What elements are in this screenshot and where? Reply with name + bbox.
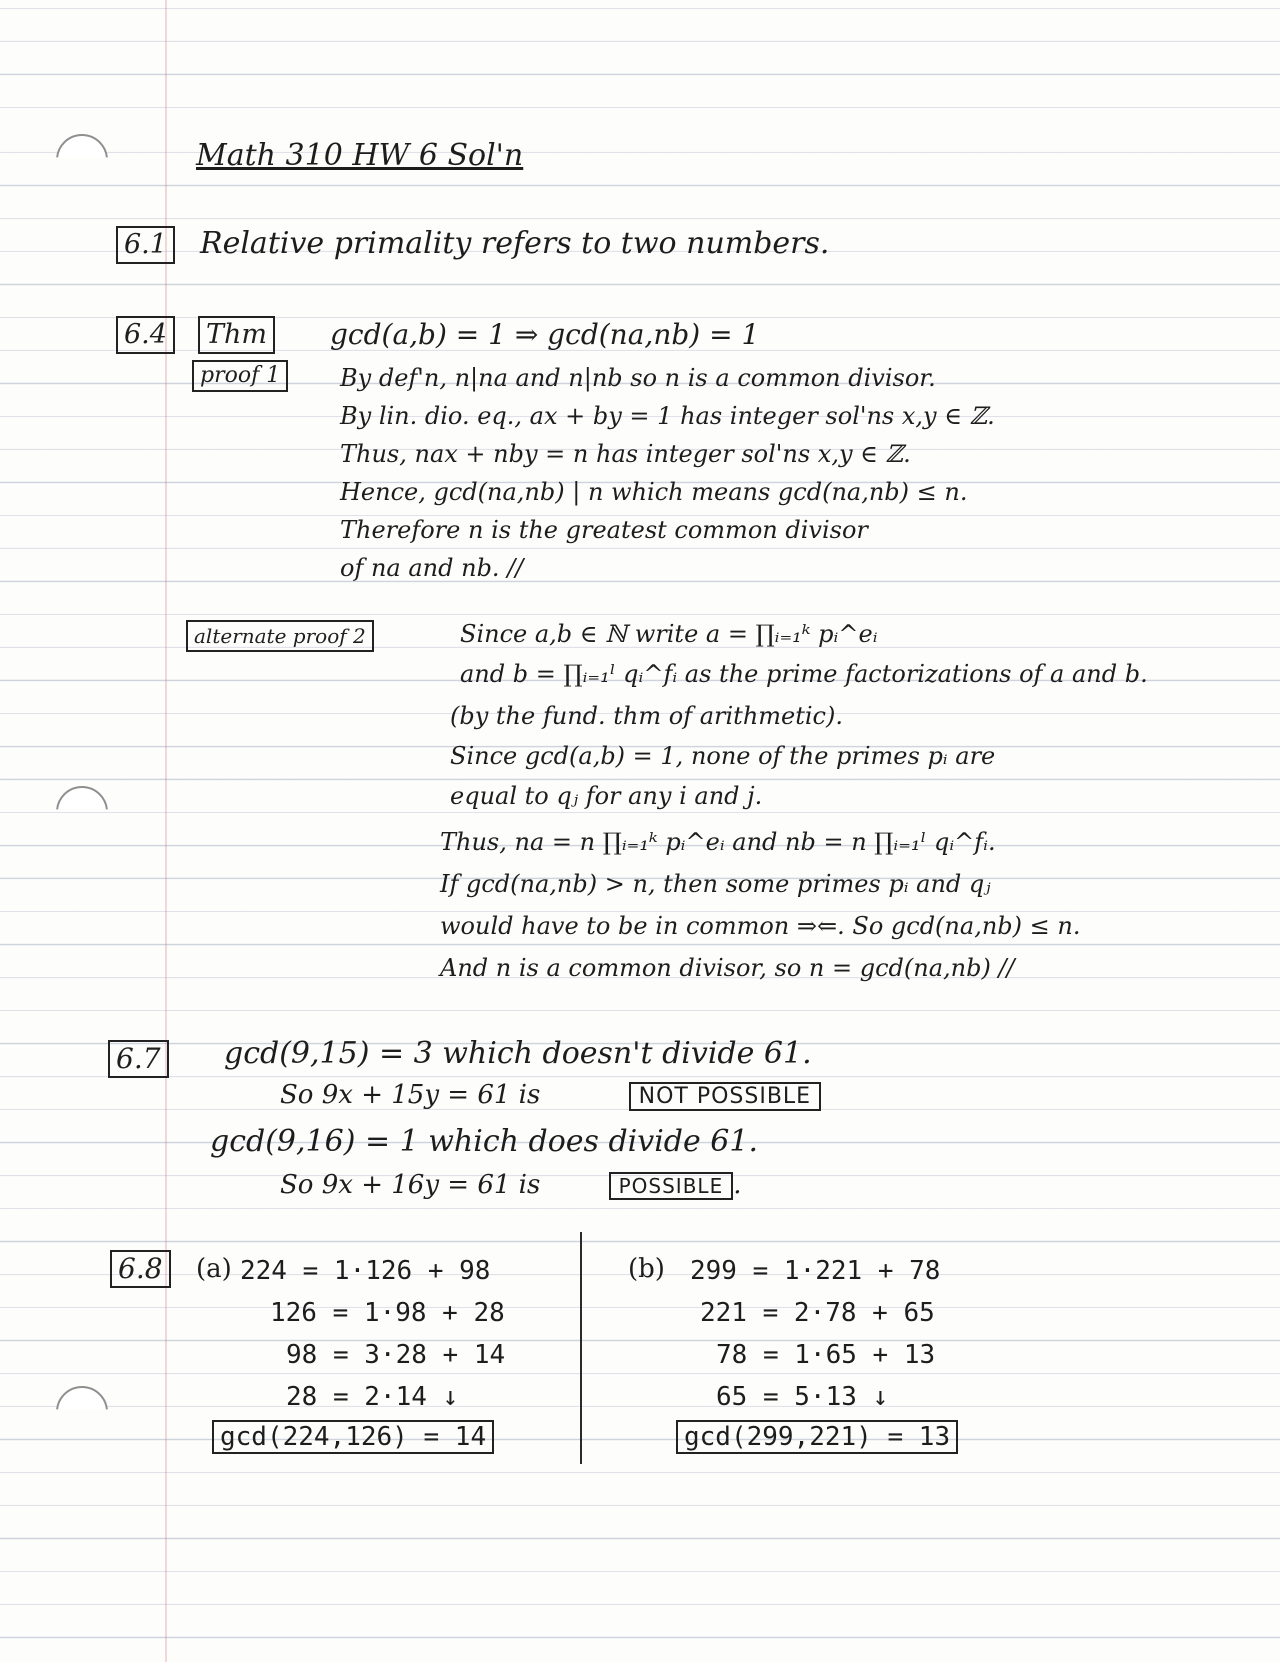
page-title: Math 310 HW 6 Sol'n (196, 138, 524, 173)
punch-hole-bottom (56, 1386, 108, 1438)
proof-2-line-1: Since a,b ∈ ℕ write a = ∏ᵢ₌₁ᵏ pᵢ^eᵢ (460, 620, 878, 648)
part-a-result (212, 1422, 494, 1452)
part-b-gcd-box: gcd(299,221) = 13 (676, 1420, 958, 1454)
proof-1-line-3: Thus, nax + nby = n has integer sol'ns x,y ∈ ℤ. (340, 440, 911, 468)
not-possible-box: NOT POSSIBLE (629, 1082, 821, 1111)
theorem-statement: gcd(a,b) = 1 ⇒ gcd(na,nb) = 1 (330, 318, 760, 351)
problem-6-7-line-1: gcd(9,15) = 3 which doesn't divide 61. (224, 1036, 812, 1071)
problem-6-7-label: 6.7 (108, 1040, 169, 1078)
part-a-step-3: 98 = 3·28 + 14 (286, 1340, 506, 1370)
proof-1-line-5: Therefore n is the greatest common divisor (340, 516, 868, 544)
part-a-gcd-box: gcd(224,126) = 14 (212, 1420, 494, 1454)
proof-2-line-5: equal to qⱼ for any i and j. (450, 782, 763, 810)
proof-1-line-2: By lin. dio. eq., ax + by = 1 has integer sol'ns x,y ∈ ℤ. (340, 402, 995, 430)
proof-2-line-2: and b = ∏ᵢ₌₁ˡ qᵢ^fᵢ as the prime factorizations of a and b. (460, 660, 1148, 688)
problem-6-1-label: 6.1 (116, 226, 175, 264)
part-b-label: (b) (628, 1254, 665, 1284)
part-a-step-1: 224 = 1·126 + 98 (240, 1256, 491, 1286)
problem-6-4-label: 6.4 (116, 316, 175, 354)
proof-1-line-1: By def'n, n|na and n|nb so n is a common divisor. (340, 364, 936, 392)
problem-6-7-line-4-period: . (733, 1170, 742, 1200)
problem-6-1-answer: Relative primality refers to two numbers. (200, 226, 830, 261)
part-a-label: (a) (196, 1254, 232, 1284)
part-b-step-3: 78 = 1·65 + 13 (716, 1340, 936, 1370)
problem-6-7-line-2-text: So 9x + 15y = 61 is (280, 1080, 541, 1110)
part-b-result (676, 1422, 958, 1452)
part-b-step-2: 221 = 2·78 + 65 (700, 1298, 935, 1328)
proof-1-line-6: of na and nb. // (340, 554, 524, 582)
proof-2-line-4: Since gcd(a,b) = 1, none of the primes pᵢ are (450, 742, 996, 770)
problem-6-7-line-4-text: So 9x + 16y = 61 is (280, 1170, 541, 1200)
proof-2-line-9: And n is a common divisor, so n = gcd(na,nb) // (440, 954, 1015, 982)
part-a-step-2: 126 = 1·98 + 28 (270, 1298, 505, 1328)
problem-6-7-line-2 (280, 1080, 821, 1110)
proof-2-line-3: (by the fund. thm of arithmetic). (450, 702, 843, 730)
part-b-step-1: 299 = 1·221 + 78 (690, 1256, 941, 1286)
punch-hole-middle (56, 786, 108, 838)
theorem-label: Thm (198, 316, 275, 354)
proof-2-line-8: would have to be in common ⇒⇐. So gcd(na,nb) ≤ n. (440, 912, 1081, 940)
possible-box: POSSIBLE (609, 1172, 734, 1200)
part-b-step-4: 65 = 5·13 ↓ (716, 1382, 889, 1412)
column-divider (580, 1232, 582, 1464)
proof-2-line-7: If gcd(na,nb) > n, then some primes pᵢ and qⱼ (440, 870, 991, 898)
problem-6-7-line-3: gcd(9,16) = 1 which does divide 61. (210, 1124, 758, 1159)
proof-2-line-6: Thus, na = n ∏ᵢ₌₁ᵏ pᵢ^eᵢ and nb = n ∏ᵢ₌₁ˡ qᵢ^fᵢ. (440, 828, 996, 856)
punch-hole-top (56, 134, 108, 186)
proof-2-label: alternate proof 2 (186, 620, 374, 652)
proof-1-line-4: Hence, gcd(na,nb) | n which means gcd(na,nb) ≤ n. (340, 478, 968, 506)
part-a-step-4: 28 = 2·14 ↓ (286, 1382, 459, 1412)
problem-6-8-label: 6.8 (110, 1250, 171, 1288)
problem-6-7-line-4 (280, 1170, 741, 1200)
proof-1-label: proof 1 (192, 360, 288, 392)
